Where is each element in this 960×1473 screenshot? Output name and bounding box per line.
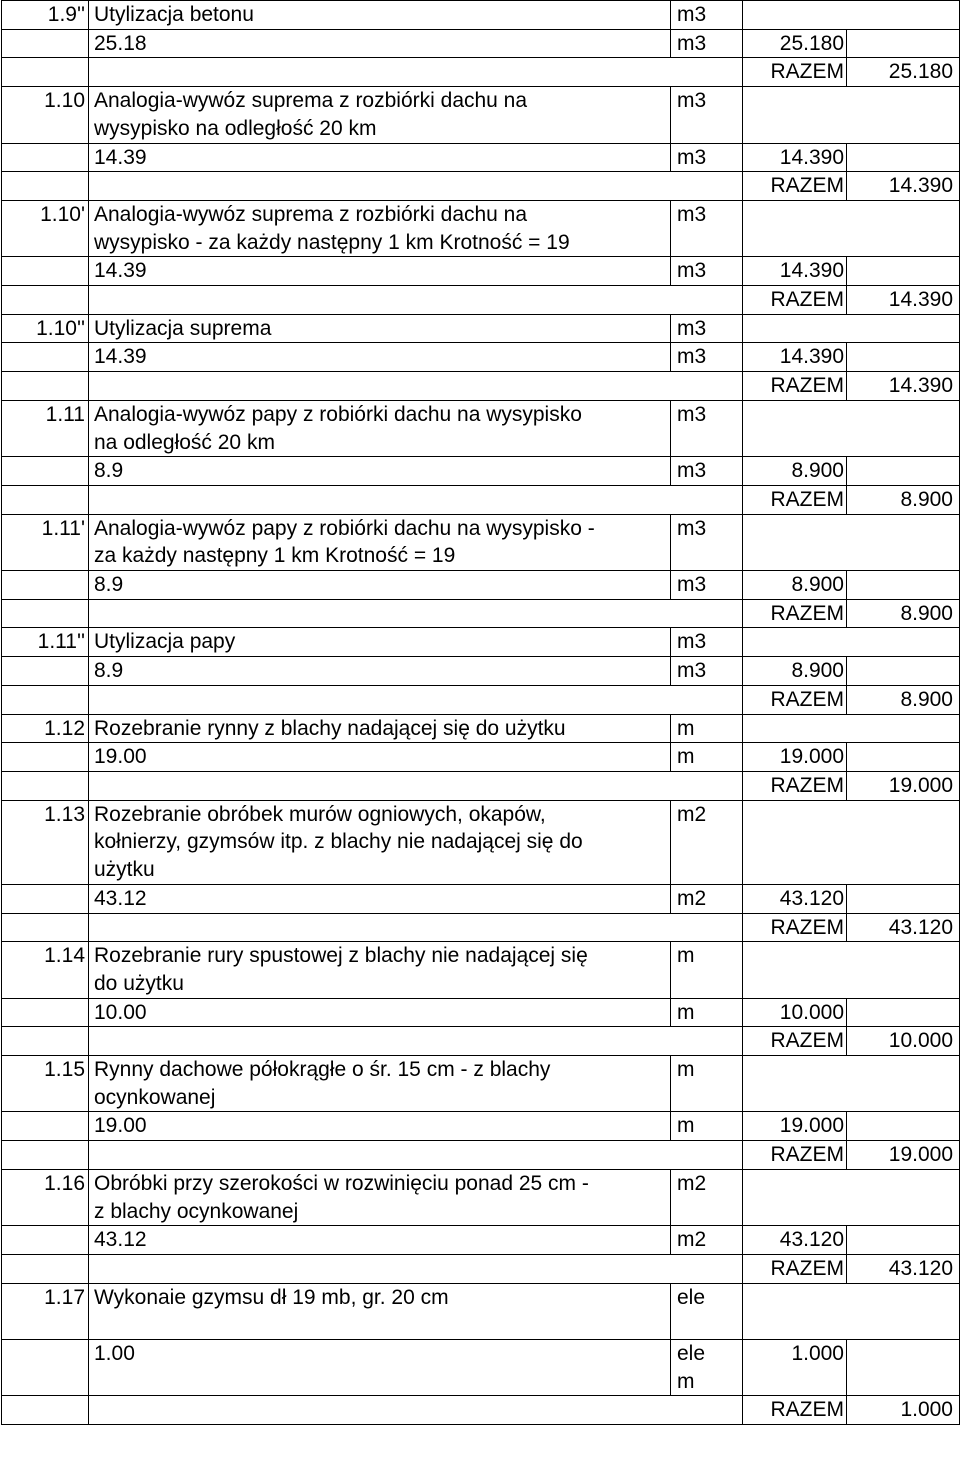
empty-cell bbox=[2, 1396, 89, 1425]
item-unit: m bbox=[671, 714, 743, 743]
quantity-row bbox=[2, 1368, 960, 1396]
empty-cell bbox=[89, 286, 743, 315]
razem-row bbox=[2, 172, 960, 201]
razem-label: RAZEM bbox=[743, 286, 847, 315]
item-number: 1.10' bbox=[2, 200, 89, 228]
quantity-total: 8.900 bbox=[743, 457, 847, 486]
razem-total: 43.120 bbox=[847, 1254, 960, 1283]
quantity-unit: ele bbox=[671, 1340, 743, 1368]
item-row bbox=[2, 429, 960, 457]
empty-cell bbox=[89, 1027, 743, 1056]
empty-cell bbox=[2, 1141, 89, 1170]
item-row bbox=[2, 856, 960, 884]
empty-cell bbox=[743, 229, 847, 257]
item-row bbox=[2, 1169, 960, 1197]
item-row bbox=[2, 514, 960, 542]
quantity-unit: m bbox=[671, 1368, 743, 1396]
razem-row bbox=[2, 1027, 960, 1056]
empty-cell bbox=[2, 657, 89, 686]
quantity-value: 25.18 bbox=[89, 29, 671, 58]
empty-cell bbox=[847, 942, 960, 970]
item-row bbox=[2, 1084, 960, 1112]
empty-cell bbox=[743, 542, 847, 570]
item-description: do użytku bbox=[89, 970, 671, 998]
razem-row bbox=[2, 372, 960, 401]
item-row bbox=[2, 1283, 960, 1311]
empty-cell bbox=[2, 1112, 89, 1141]
item-description: na odległość 20 km bbox=[89, 429, 671, 457]
item-description: Utylizacja betonu bbox=[89, 1, 671, 30]
empty-cell bbox=[89, 599, 743, 628]
quantity-row bbox=[2, 998, 960, 1027]
empty-cell bbox=[743, 429, 847, 457]
empty-cell bbox=[743, 628, 847, 657]
empty-cell bbox=[743, 314, 847, 343]
item-description: Utylizacja papy bbox=[89, 628, 671, 657]
empty-cell bbox=[89, 485, 743, 514]
quantity-value: 14.39 bbox=[89, 343, 671, 372]
empty-cell bbox=[2, 771, 89, 800]
empty-cell bbox=[2, 143, 89, 172]
razem-label: RAZEM bbox=[743, 372, 847, 401]
razem-label: RAZEM bbox=[743, 1396, 847, 1425]
empty-cell bbox=[847, 828, 960, 856]
razem-total: 19.000 bbox=[847, 771, 960, 800]
quantity-row bbox=[2, 457, 960, 486]
item-number: 1.10 bbox=[2, 87, 89, 115]
empty-cell bbox=[847, 200, 960, 228]
quantity-row bbox=[2, 571, 960, 600]
quantity-total: 25.180 bbox=[743, 29, 847, 58]
empty-cell bbox=[743, 1169, 847, 1197]
item-row bbox=[2, 400, 960, 428]
item-description: Analogia-wywóz suprema z rozbiórki dachu na bbox=[89, 87, 671, 115]
item-description: wysypisko na odległość 20 km bbox=[89, 115, 671, 143]
empty-cell bbox=[847, 514, 960, 542]
quantity-unit: m bbox=[671, 998, 743, 1027]
item-row bbox=[2, 970, 960, 998]
item-description: Rozebranie rury spustowej z blachy nie nadającej się bbox=[89, 942, 671, 970]
item-unit bbox=[671, 828, 743, 856]
quantity-total: 14.390 bbox=[743, 257, 847, 286]
item-row bbox=[2, 942, 960, 970]
empty-cell bbox=[89, 1254, 743, 1283]
empty-cell bbox=[847, 970, 960, 998]
empty-cell bbox=[2, 884, 89, 913]
przedmiar-table bbox=[1, 0, 960, 1425]
empty-cell bbox=[2, 257, 89, 286]
item-unit bbox=[671, 1311, 743, 1339]
razem-total: 8.900 bbox=[847, 685, 960, 714]
razem-label: RAZEM bbox=[743, 913, 847, 942]
item-row bbox=[2, 1, 960, 30]
empty-cell bbox=[89, 913, 743, 942]
item-description: Analogia-wywóz papy z robiórki dachu na wysypisko - bbox=[89, 514, 671, 542]
item-unit: ele bbox=[671, 1283, 743, 1311]
quantity-total bbox=[743, 1368, 847, 1396]
item-unit: m3 bbox=[671, 314, 743, 343]
quantity-value: 43.12 bbox=[89, 1226, 671, 1255]
quantity-value: 8.9 bbox=[89, 657, 671, 686]
quantity-row bbox=[2, 743, 960, 772]
quantity-value: 1.00 bbox=[89, 1340, 671, 1368]
item-description: za każdy następny 1 km Krotność = 19 bbox=[89, 542, 671, 570]
razem-total: 14.390 bbox=[847, 172, 960, 201]
empty-cell bbox=[743, 856, 847, 884]
razem-total: 19.000 bbox=[847, 1141, 960, 1170]
empty-cell bbox=[2, 343, 89, 372]
item-row bbox=[2, 1056, 960, 1084]
quantity-row bbox=[2, 257, 960, 286]
empty-cell bbox=[2, 485, 89, 514]
empty-cell bbox=[2, 599, 89, 628]
item-number: 1.13 bbox=[2, 800, 89, 828]
razem-row bbox=[2, 913, 960, 942]
empty-cell bbox=[847, 87, 960, 115]
empty-cell bbox=[89, 372, 743, 401]
item-unit bbox=[671, 970, 743, 998]
razem-row bbox=[2, 58, 960, 87]
quantity-row bbox=[2, 343, 960, 372]
razem-row bbox=[2, 771, 960, 800]
empty-cell bbox=[743, 514, 847, 542]
razem-row bbox=[2, 599, 960, 628]
empty-cell bbox=[847, 29, 960, 58]
razem-label: RAZEM bbox=[743, 771, 847, 800]
item-row bbox=[2, 714, 960, 743]
razem-row bbox=[2, 1141, 960, 1170]
razem-row bbox=[2, 286, 960, 315]
empty-cell bbox=[847, 628, 960, 657]
item-number: 1.17 bbox=[2, 1283, 89, 1311]
empty-cell bbox=[743, 942, 847, 970]
quantity-unit: m3 bbox=[671, 657, 743, 686]
empty-cell bbox=[743, 200, 847, 228]
item-number bbox=[2, 1311, 89, 1339]
item-number: 1.10'' bbox=[2, 314, 89, 343]
quantity-unit: m3 bbox=[671, 143, 743, 172]
empty-cell bbox=[2, 1340, 89, 1368]
empty-cell bbox=[847, 657, 960, 686]
quantity-value: 19.00 bbox=[89, 1112, 671, 1141]
razem-total: 25.180 bbox=[847, 58, 960, 87]
quantity-total: 19.000 bbox=[743, 1112, 847, 1141]
razem-label: RAZEM bbox=[743, 58, 847, 87]
item-number: 1.16 bbox=[2, 1169, 89, 1197]
quantity-value: 8.9 bbox=[89, 457, 671, 486]
razem-label: RAZEM bbox=[743, 1027, 847, 1056]
item-unit: m3 bbox=[671, 87, 743, 115]
item-description: Obróbki przy szerokości w rozwinięciu ponad 25 cm - bbox=[89, 1169, 671, 1197]
razem-total: 14.390 bbox=[847, 372, 960, 401]
razem-row bbox=[2, 1254, 960, 1283]
empty-cell bbox=[2, 913, 89, 942]
item-number bbox=[2, 542, 89, 570]
quantity-value bbox=[89, 1368, 671, 1396]
empty-cell bbox=[743, 800, 847, 828]
empty-cell bbox=[2, 571, 89, 600]
item-number: 1.12 bbox=[2, 714, 89, 743]
empty-cell bbox=[2, 1226, 89, 1255]
item-row bbox=[2, 115, 960, 143]
item-description: Wykonaie gzymsu dł 19 mb, gr. 20 cm bbox=[89, 1283, 671, 1311]
quantity-row bbox=[2, 143, 960, 172]
empty-cell bbox=[2, 743, 89, 772]
empty-cell bbox=[2, 286, 89, 315]
empty-cell bbox=[847, 1, 960, 30]
empty-cell bbox=[847, 343, 960, 372]
quantity-total: 43.120 bbox=[743, 884, 847, 913]
quantity-total: 1.000 bbox=[743, 1340, 847, 1368]
empty-cell bbox=[2, 1368, 89, 1396]
item-row bbox=[2, 800, 960, 828]
empty-cell bbox=[2, 457, 89, 486]
quantity-total: 14.390 bbox=[743, 343, 847, 372]
item-description: użytku bbox=[89, 856, 671, 884]
empty-cell bbox=[743, 115, 847, 143]
empty-cell bbox=[89, 58, 743, 87]
razem-total: 14.390 bbox=[847, 286, 960, 315]
item-row bbox=[2, 542, 960, 570]
item-row bbox=[2, 828, 960, 856]
item-number: 1.11'' bbox=[2, 628, 89, 657]
razem-row bbox=[2, 1396, 960, 1425]
empty-cell bbox=[2, 998, 89, 1027]
quantity-value: 10.00 bbox=[89, 998, 671, 1027]
item-description: Rozebranie obróbek murów ogniowych, okapów, bbox=[89, 800, 671, 828]
quantity-unit: m2 bbox=[671, 884, 743, 913]
razem-row bbox=[2, 685, 960, 714]
empty-cell bbox=[847, 998, 960, 1027]
empty-cell bbox=[847, 571, 960, 600]
item-unit bbox=[671, 1084, 743, 1112]
razem-label: RAZEM bbox=[743, 599, 847, 628]
empty-cell bbox=[847, 1226, 960, 1255]
quantity-value: 8.9 bbox=[89, 571, 671, 600]
empty-cell bbox=[847, 884, 960, 913]
quantity-unit: m3 bbox=[671, 571, 743, 600]
item-description: Rynny dachowe półokrągłe o śr. 15 cm - z blachy bbox=[89, 1056, 671, 1084]
quantity-total: 10.000 bbox=[743, 998, 847, 1027]
item-unit: m2 bbox=[671, 800, 743, 828]
razem-total: 8.900 bbox=[847, 599, 960, 628]
item-unit: m3 bbox=[671, 400, 743, 428]
item-row bbox=[2, 314, 960, 343]
empty-cell bbox=[847, 1112, 960, 1141]
quantity-value: 14.39 bbox=[89, 143, 671, 172]
item-number bbox=[2, 828, 89, 856]
empty-cell bbox=[743, 1056, 847, 1084]
quantity-row bbox=[2, 657, 960, 686]
empty-cell bbox=[89, 771, 743, 800]
quantity-total: 19.000 bbox=[743, 743, 847, 772]
empty-cell bbox=[743, 1311, 847, 1339]
item-description: wysypisko - za każdy następny 1 km Krotność = 19 bbox=[89, 229, 671, 257]
item-number: 1.9'' bbox=[2, 1, 89, 30]
empty-cell bbox=[2, 29, 89, 58]
empty-cell bbox=[847, 257, 960, 286]
quantity-row bbox=[2, 1226, 960, 1255]
item-unit: m bbox=[671, 1056, 743, 1084]
empty-cell bbox=[743, 970, 847, 998]
empty-cell bbox=[847, 143, 960, 172]
item-number: 1.15 bbox=[2, 1056, 89, 1084]
empty-cell bbox=[743, 714, 847, 743]
quantity-unit: m3 bbox=[671, 29, 743, 58]
empty-cell bbox=[847, 1311, 960, 1339]
quantity-unit: m2 bbox=[671, 1226, 743, 1255]
item-description: ocynkowanej bbox=[89, 1084, 671, 1112]
item-description bbox=[89, 1311, 671, 1339]
item-unit bbox=[671, 115, 743, 143]
item-row bbox=[2, 1198, 960, 1226]
item-unit: m2 bbox=[671, 1169, 743, 1197]
empty-cell bbox=[847, 856, 960, 884]
item-description: z blachy ocynkowanej bbox=[89, 1198, 671, 1226]
empty-cell bbox=[743, 828, 847, 856]
item-unit bbox=[671, 1198, 743, 1226]
item-description: Analogia-wywóz suprema z rozbiórki dachu na bbox=[89, 200, 671, 228]
item-row bbox=[2, 87, 960, 115]
quantity-total: 43.120 bbox=[743, 1226, 847, 1255]
empty-cell bbox=[847, 1056, 960, 1084]
razem-total: 43.120 bbox=[847, 913, 960, 942]
empty-cell bbox=[847, 314, 960, 343]
item-unit: m3 bbox=[671, 200, 743, 228]
empty-cell bbox=[2, 1027, 89, 1056]
empty-cell bbox=[847, 800, 960, 828]
quantity-total: 14.390 bbox=[743, 143, 847, 172]
quantity-value: 14.39 bbox=[89, 257, 671, 286]
razem-label: RAZEM bbox=[743, 172, 847, 201]
empty-cell bbox=[89, 685, 743, 714]
empty-cell bbox=[89, 1396, 743, 1425]
quantity-row bbox=[2, 1340, 960, 1368]
razem-label: RAZEM bbox=[743, 685, 847, 714]
item-number bbox=[2, 1084, 89, 1112]
empty-cell bbox=[743, 1084, 847, 1112]
quantity-value: 19.00 bbox=[89, 743, 671, 772]
quantity-unit: m3 bbox=[671, 343, 743, 372]
item-number bbox=[2, 229, 89, 257]
item-description: Rozebranie rynny z blachy nadającej się do użytku bbox=[89, 714, 671, 743]
quantity-total: 8.900 bbox=[743, 657, 847, 686]
empty-cell bbox=[2, 1254, 89, 1283]
empty-cell bbox=[847, 229, 960, 257]
quantity-unit: m3 bbox=[671, 457, 743, 486]
empty-cell bbox=[847, 743, 960, 772]
item-number bbox=[2, 115, 89, 143]
empty-cell bbox=[2, 685, 89, 714]
empty-cell bbox=[89, 172, 743, 201]
empty-cell bbox=[743, 400, 847, 428]
razem-total: 8.900 bbox=[847, 485, 960, 514]
item-number bbox=[2, 429, 89, 457]
item-unit: m3 bbox=[671, 1, 743, 30]
razem-total: 10.000 bbox=[847, 1027, 960, 1056]
item-unit: m3 bbox=[671, 628, 743, 657]
item-description: Analogia-wywóz papy z robiórki dachu na wysypisko bbox=[89, 400, 671, 428]
item-row bbox=[2, 1311, 960, 1339]
empty-cell bbox=[743, 1283, 847, 1311]
razem-total: 1.000 bbox=[847, 1396, 960, 1425]
item-row bbox=[2, 200, 960, 228]
empty-cell bbox=[2, 172, 89, 201]
empty-cell bbox=[2, 58, 89, 87]
item-number: 1.14 bbox=[2, 942, 89, 970]
empty-cell bbox=[847, 542, 960, 570]
quantity-value: 43.12 bbox=[89, 884, 671, 913]
item-unit bbox=[671, 542, 743, 570]
item-description: Utylizacja suprema bbox=[89, 314, 671, 343]
quantity-unit: m bbox=[671, 1112, 743, 1141]
item-number bbox=[2, 970, 89, 998]
item-number bbox=[2, 856, 89, 884]
item-unit: m bbox=[671, 942, 743, 970]
item-row bbox=[2, 229, 960, 257]
empty-cell bbox=[847, 714, 960, 743]
quantity-unit: m bbox=[671, 743, 743, 772]
quantity-row bbox=[2, 884, 960, 913]
razem-label: RAZEM bbox=[743, 1141, 847, 1170]
empty-cell bbox=[847, 1368, 960, 1396]
item-number bbox=[2, 1198, 89, 1226]
item-number: 1.11 bbox=[2, 400, 89, 428]
razem-label: RAZEM bbox=[743, 1254, 847, 1283]
item-unit bbox=[671, 429, 743, 457]
quantity-row bbox=[2, 29, 960, 58]
razem-row bbox=[2, 485, 960, 514]
item-unit: m3 bbox=[671, 514, 743, 542]
empty-cell bbox=[89, 1141, 743, 1170]
empty-cell bbox=[847, 1084, 960, 1112]
empty-cell bbox=[847, 457, 960, 486]
item-row bbox=[2, 628, 960, 657]
quantity-row bbox=[2, 1112, 960, 1141]
empty-cell bbox=[847, 115, 960, 143]
empty-cell bbox=[847, 1340, 960, 1368]
empty-cell bbox=[743, 87, 847, 115]
empty-cell bbox=[847, 1283, 960, 1311]
razem-label: RAZEM bbox=[743, 485, 847, 514]
empty-cell bbox=[743, 1198, 847, 1226]
item-unit bbox=[671, 856, 743, 884]
empty-cell bbox=[847, 400, 960, 428]
empty-cell bbox=[847, 1198, 960, 1226]
quantity-total: 8.900 bbox=[743, 571, 847, 600]
empty-cell bbox=[2, 372, 89, 401]
empty-cell bbox=[847, 1169, 960, 1197]
empty-cell bbox=[743, 1, 847, 30]
empty-cell bbox=[847, 429, 960, 457]
quantity-unit: m3 bbox=[671, 257, 743, 286]
item-description: kołnierzy, gzymsów itp. z blachy nie nadającej się do bbox=[89, 828, 671, 856]
item-number: 1.11' bbox=[2, 514, 89, 542]
item-unit bbox=[671, 229, 743, 257]
